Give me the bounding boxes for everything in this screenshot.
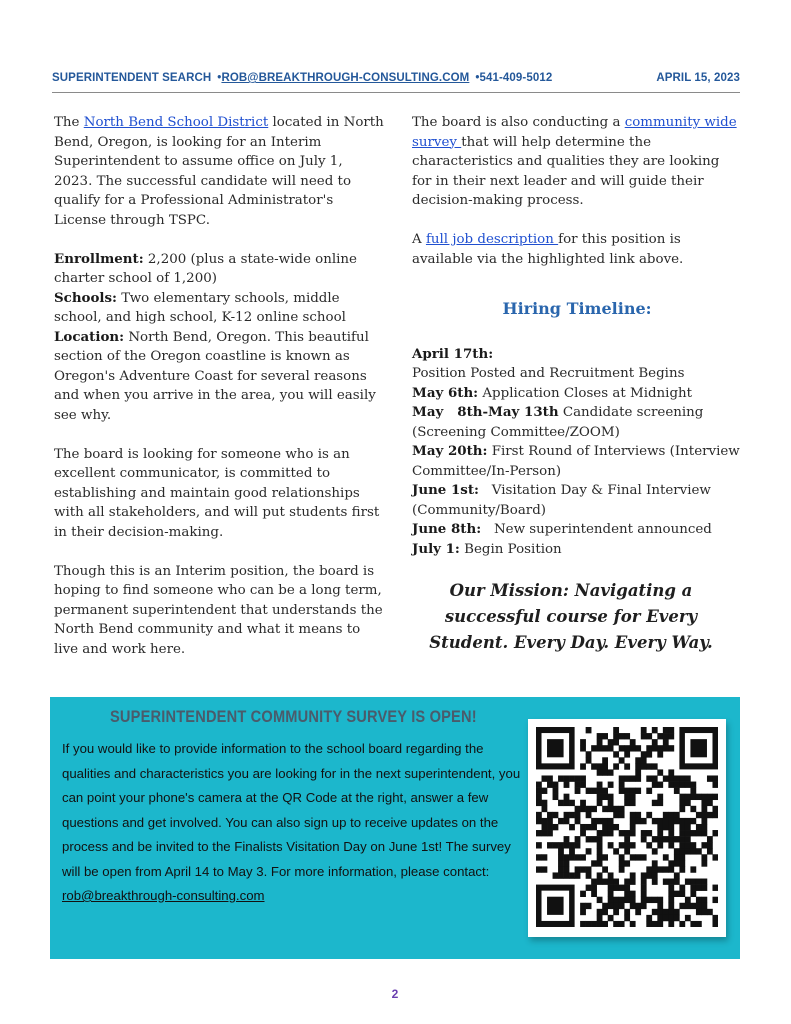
enrollment-label: Enrollment: xyxy=(54,250,144,267)
timeline-item xyxy=(412,364,742,384)
timeline-text: First Round of Interviews (Interview Committee/In-Person) xyxy=(412,444,740,479)
timeline-label: July 1: xyxy=(412,540,460,557)
header-phone: 541-409-5012 xyxy=(479,72,553,84)
intro-paragraph xyxy=(54,113,384,230)
qr-code-icon[interactable] xyxy=(536,727,718,927)
timeline-text: Candidate screening (Screening Committee/ZOOM) xyxy=(412,405,704,440)
timeline-label: May 20th: xyxy=(412,443,488,459)
interim-paragraph: Though this is an Interim position, the board is hoping to find someone who can be a long term, permanent superintendent that understands the North Bend community and what it means to live and work here. xyxy=(54,563,383,657)
timeline-text: Begin Position xyxy=(459,541,562,557)
board-paragraph: The board is looking for someone who is an excellent communicator, is committed to establishing and maintain good relationships with all stakeholders, and will put students first in their decision-making. xyxy=(54,446,380,540)
left-column xyxy=(54,113,384,679)
location-text: North Bend, Oregon. This beautiful section of the Oregon coastline is known as Oregon's Adventure Coast for several reasons and when you arrive in the area, you will easily see why. xyxy=(54,329,376,423)
location-line xyxy=(54,328,384,426)
header-separator: • xyxy=(217,72,222,84)
header-left xyxy=(52,72,552,84)
job-pre: A xyxy=(412,232,426,247)
intro-post: located in North Bend, Oregon, is looking for an Interim Superintendent to assume office on July 1, 2023. The successful candidate will need to qualify for a Professional Administrator's License through TSPC. xyxy=(54,115,384,228)
enrollment-line xyxy=(54,250,384,289)
survey-banner xyxy=(50,697,740,959)
survey-paragraph xyxy=(412,113,742,211)
timeline-label: April 17th: xyxy=(412,345,494,362)
timeline-item xyxy=(412,481,742,520)
header-email-link[interactable]: ROB@BREAKTHROUGH-CONSULTING.COM xyxy=(221,72,470,84)
timeline-item xyxy=(412,345,742,365)
community-survey-link[interactable]: community wide survey xyxy=(412,115,737,150)
intro-pre: The xyxy=(54,115,84,130)
job-description-paragraph xyxy=(412,230,742,269)
page-header xyxy=(52,66,740,90)
right-column xyxy=(412,113,742,559)
job-post: for this position is available via the highlighted link above. xyxy=(412,232,684,267)
timeline-item xyxy=(412,384,742,404)
schools-label: Schools: xyxy=(54,289,117,306)
timeline-text: Position Posted and Recruitment Begins xyxy=(412,366,685,381)
header-date: APRIL 15, 2023 xyxy=(656,72,740,84)
timeline-label: June 1st: xyxy=(412,482,479,498)
timeline-text: New superintendent announced xyxy=(481,522,712,537)
timeline-item xyxy=(412,540,742,560)
timeline-label: May 8th-May 13th xyxy=(412,404,559,420)
timeline-item xyxy=(412,442,742,481)
page-number: 2 xyxy=(391,987,399,1001)
timeline-title: Hiring Timeline: xyxy=(502,299,652,318)
timeline-text: Application Closes at Midnight xyxy=(478,385,693,401)
contact-email-link[interactable]: rob@breakthrough-consulting.com xyxy=(62,888,265,903)
enrollment-text: 2,200 (plus a state-wide online charter school of 1,200) xyxy=(54,251,357,286)
survey-post: that will help determine the characteristics and qualities they are looking for in their next leader and will guide their decision-making process. xyxy=(412,134,720,208)
district-link[interactable]: North Bend School District xyxy=(83,115,269,130)
job-description-link[interactable]: full job description xyxy=(425,232,559,247)
timeline-list xyxy=(412,345,742,560)
header-title: SUPERINTENDENT SEARCH xyxy=(52,72,212,84)
mission-statement: Our Mission: Navigating a successful course for Every Student. Every Day. Every Way. xyxy=(429,581,713,652)
location-label: Location: xyxy=(54,328,125,345)
banner-body: If you would like to provide information to the school board regarding the qualities and characteristics you are looking for in the next superintendent, you can point your phone's camera at the QR Code at the right, answer a few questions and get involved. You can also sign up to receive updates on the process and be invited to the Finalists Visitation Day on June 1st! The survey will be open from April 14 to May 3. For more information, please contact: xyxy=(62,741,521,879)
timeline-item xyxy=(412,403,742,442)
schools-text: Two elementary schools, middle school, and high school, K-12 online school xyxy=(54,290,346,325)
timeline-text: Visitation Day & Final Interview (Community/Board) xyxy=(412,483,716,518)
banner-title: SUPERINTENDENT COMMUNITY SURVEY IS OPEN! xyxy=(110,707,477,726)
timeline-item xyxy=(412,520,742,540)
survey-pre: The board is also conducting a xyxy=(412,115,625,130)
banner-text xyxy=(62,737,527,909)
header-separator: • xyxy=(475,72,480,84)
header-rule xyxy=(52,92,740,93)
schools-line xyxy=(54,289,384,328)
timeline-label: June 8th: xyxy=(412,521,482,537)
qr-code-frame[interactable] xyxy=(528,719,726,937)
timeline-label: May 6th: xyxy=(412,384,479,401)
